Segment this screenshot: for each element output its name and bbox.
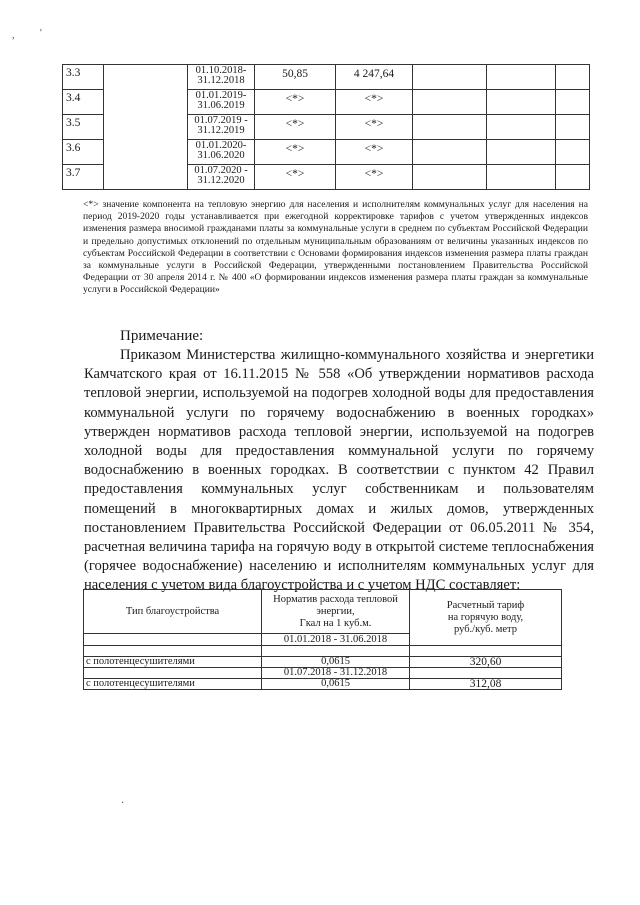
- table-header-row: [84, 590, 562, 634]
- period-cell: 01.07.2020 - 31.12.2020: [188, 165, 255, 190]
- norm-cell: 0,0615: [262, 679, 410, 690]
- empty-cell: [556, 165, 590, 190]
- row-number: 3.3: [63, 65, 104, 90]
- period-cell: 01.01.2019- 31.06.2019: [188, 90, 255, 115]
- empty-cell: [556, 90, 590, 115]
- period-cell: 01.07.2019 - 31.12.2019: [188, 115, 255, 140]
- value-cell: <*>: [255, 165, 336, 190]
- table-row: [63, 65, 590, 90]
- value-cell: <*>: [255, 140, 336, 165]
- period-label: 01.01.2018 - 31.06.2018: [262, 634, 410, 646]
- hot-water-tariff-table: [83, 589, 562, 690]
- scan-mark-right: ': [40, 28, 42, 39]
- empty-cell: [413, 140, 487, 165]
- scan-mark-left: ,: [12, 30, 15, 41]
- value-cell: 4 247,64: [336, 65, 413, 90]
- value-cell: <*>: [336, 165, 413, 190]
- value-cell: <*>: [336, 140, 413, 165]
- empty-cell: [556, 115, 590, 140]
- type-cell: с полотенцесушителями: [84, 679, 262, 690]
- empty-cell: [487, 90, 556, 115]
- scan-dot: ·: [121, 798, 125, 809]
- row-number: 3.7: [63, 165, 104, 190]
- norm-cell: 0,0615: [262, 657, 410, 668]
- empty-cell: [487, 115, 556, 140]
- empty-cell: [413, 115, 487, 140]
- period-cell: 01.01.2020- 31.06.2020: [188, 140, 255, 165]
- empty-cell: [413, 90, 487, 115]
- table-row: [84, 646, 562, 657]
- merged-cell: [104, 65, 188, 190]
- table-row: [84, 657, 562, 668]
- empty-cell: [487, 140, 556, 165]
- value-cell: <*>: [255, 90, 336, 115]
- empty-cell: [487, 165, 556, 190]
- row-number: 3.6: [63, 140, 104, 165]
- type-cell: с полотенцесушителями: [84, 657, 262, 668]
- empty-cell: [556, 65, 590, 90]
- tariff-cell: 312,08: [410, 679, 562, 690]
- period-label: 01.07.2018 - 31.12.2018: [262, 668, 410, 679]
- note-body: Приказом Министерства жилищно-коммунального хозяйства и энергетики Камчатского края от 16.11.2015 № 558 «Об утверждении нормативов расхода тепловой энергии, используемой на подогрев холодной воды для предоставления коммунальной услуги по горячему водоснабжению в военных городках» утвержден нормативов расхода тепловой энергии, используемой на подогрев холодной воды для предоставления коммунальной услуги по горячему водоснабжению в военных городках. В соответствии с пунктом 42 Правил предоставления коммунальных услуг собственникам и пользователям помещений в многоквартирных домах и жилых домов, утвержденных постановлением Правительства Российской Федерации от 06.05.2011 № 354, расчетная величина тарифа на горячую воду в открытой системе теплоснабжения (горячее водоснабжение) населению и исполнителям коммунальных услуг для населения с учетом вида благоустройства и с учетом НДС составляет:: [84, 347, 594, 594]
- table-row: [84, 679, 562, 690]
- empty-cell: [413, 65, 487, 90]
- footnote-text: <*> значение компонента на тепловую энергию для населения и исполнителям коммунальных услуг для населения на период 2019-2020 годы устанавливается при ежегодной корректировке тарифов с учетом утвержденных индексов изменения размера вносимой гражданами платы за коммунальные услуги в среднем по субъектам Российской Федерации и предельно допустимых отклонений по отдельным муниципальным образованиям от величины указанных индексов по субъектам Российской Федерации в соответствии с Основами формирования индексов изменения размера платы граждан за коммунальные услуги в Российской Федерации, утвержденными постановлением Правительства Российской Федерации от 30 апреля 2014 г. № 400 «О формировании индексов изменения размера платы граждан за коммунальные услуги в Российской Федерации»: [83, 199, 588, 296]
- header-tariff: Расчетный тариф на горячую воду, руб./куб. метр: [410, 590, 562, 646]
- value-cell: <*>: [255, 115, 336, 140]
- period-row: [84, 668, 562, 679]
- empty-cell: [84, 668, 262, 679]
- empty-cell: [262, 646, 410, 657]
- empty-cell: [487, 65, 556, 90]
- note-title: Примечание:: [120, 328, 204, 344]
- tariff-components-table: [62, 64, 590, 190]
- row-number: 3.4: [63, 90, 104, 115]
- period-cell: 01.10.2018- 31.12.2018: [188, 65, 255, 90]
- header-type: Тип благоустройства: [84, 590, 262, 634]
- row-number: 3.5: [63, 115, 104, 140]
- empty-cell: [556, 140, 590, 165]
- header-norm: Норматив расхода тепловой энергии, Гкал на 1 куб.м.: [262, 590, 410, 634]
- tariff-cell: 320,60: [410, 657, 562, 668]
- type-cell: [84, 646, 262, 657]
- empty-cell: [410, 668, 562, 679]
- value-cell: <*>: [336, 115, 413, 140]
- value-cell: 50,85: [255, 65, 336, 90]
- value-cell: <*>: [336, 90, 413, 115]
- empty-cell: [84, 634, 262, 646]
- empty-cell: [413, 165, 487, 190]
- empty-cell: [410, 646, 562, 657]
